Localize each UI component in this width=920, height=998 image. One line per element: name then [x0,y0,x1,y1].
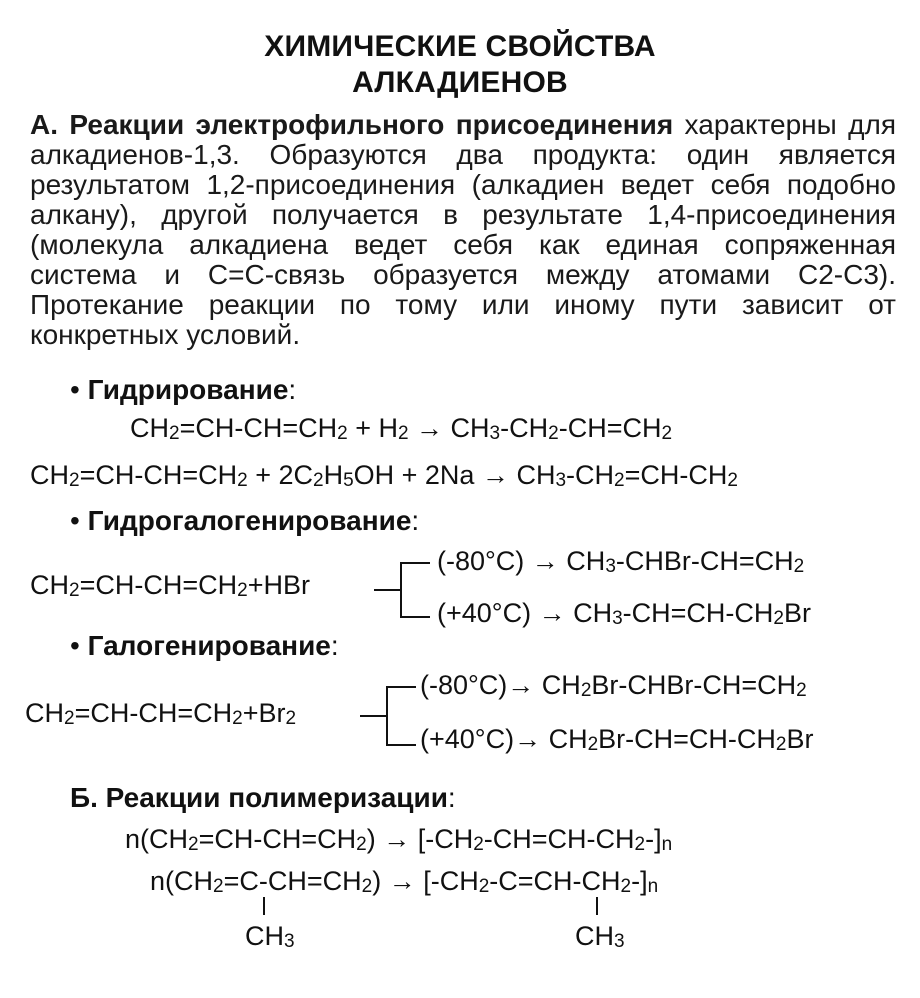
hydrohalogenation-bracket-bottom [400,616,430,618]
hydrohalogenation-bracket-vertical [400,562,402,618]
halogenation-bracket-bottom [386,744,416,746]
section-b-label: Б. Реакции полимеризации [70,782,448,813]
polymerization-equation-1: $n(CH_2=CH-CH=CH_2) \to [-CH_2-CH=CH-CH_2-]_n$ [125,824,673,855]
section-a-heading: А. Реакции электрофильного присоединения [30,109,674,140]
polymerization-equation-2: $n(CH_2=C-CH=CH_2) \to [-CH_2-C=CH-CH_2-]_n$ [150,866,659,897]
hydrogenation-equation-2: $CH_2=CH-CH=CH_2 + 2C_2H_5OH + 2Na \to CH_3-CH_2=CH-CH_2$ [30,460,738,491]
halogenation-reactant: $CH_2=CH-CH=CH_2+Br_2$ [25,698,297,729]
methyl-group-left: $CH_3$ [245,921,295,952]
methyl-group-right: $CH_3$ [575,921,625,952]
section-b-heading: Б. Реакции полимеризации: [70,782,456,813]
bullet-icon: • [70,505,88,536]
halogenation-branch-2: $(+40^\circ C)\to CH_2Br-CH=CH-CH_2Br$ [420,724,814,755]
halogenation-bracket-vertical [386,686,388,746]
hydrohalogenation-bracket-top [400,562,430,564]
hydrohalogenation-branch-2: $(+40^\circ C) \to CH_3-CH=CH-CH_2Br$ [437,598,811,629]
hydrogenation-label: Гидрирование [87,374,289,405]
hydrogenation-heading: • Гидрирование: [70,374,297,405]
page-title-line1: ХИМИЧЕСКИЕ СВОЙСТВА [264,30,656,63]
hydrohalogenation-heading: • Гидрогалогенирование: [70,505,420,536]
halogenation-heading: • Галогенирование: [70,630,339,661]
methyl-bond-right [596,897,598,915]
hydrohalogenation-reactant: $CH_2=CH-CH=CH_2+HBr$ [30,570,310,601]
halogenation-branch-1: $(-80^\circ C)\to CH_2Br-CHBr-CH=CH_2$ [420,670,807,701]
bullet-icon: • [70,630,88,661]
bullet-icon: • [70,374,88,405]
hydrohalogenation-connector [374,589,400,591]
halogenation-bracket-top [386,686,416,688]
section-a-paragraph [30,110,896,350]
hydrogenation-equation-1: $CH_2=CH-CH=CH_2 + H_2 \to CH_3-CH_2-CH=CH_2$ [130,413,673,444]
section-a-text: характерны для алкадиенов-1,3. Образуются два продукта: один является результатом 1,2-присоединения (алкадиен ведет себя подобно алкану), другой получается в результате 1,4-присоединения (молекула алкадиена ведет себя как единая сопряженная система и C=C-связь образуется между атомами C2-C3). Протекание реакции по тому или иному пути зависит от конкретных условий. [30,109,896,350]
halogenation-connector [360,715,386,717]
hydrohalogenation-label: Гидрогалогенирование [87,505,412,536]
halogenation-label: Галогенирование [87,630,331,661]
page-title-line2: АЛКАДИЕНОВ [352,66,568,99]
hydrohalogenation-branch-1: $(-80^\circ C) \to CH_3-CHBr-CH=CH_2$ [437,546,805,577]
methyl-bond-left [263,897,265,915]
